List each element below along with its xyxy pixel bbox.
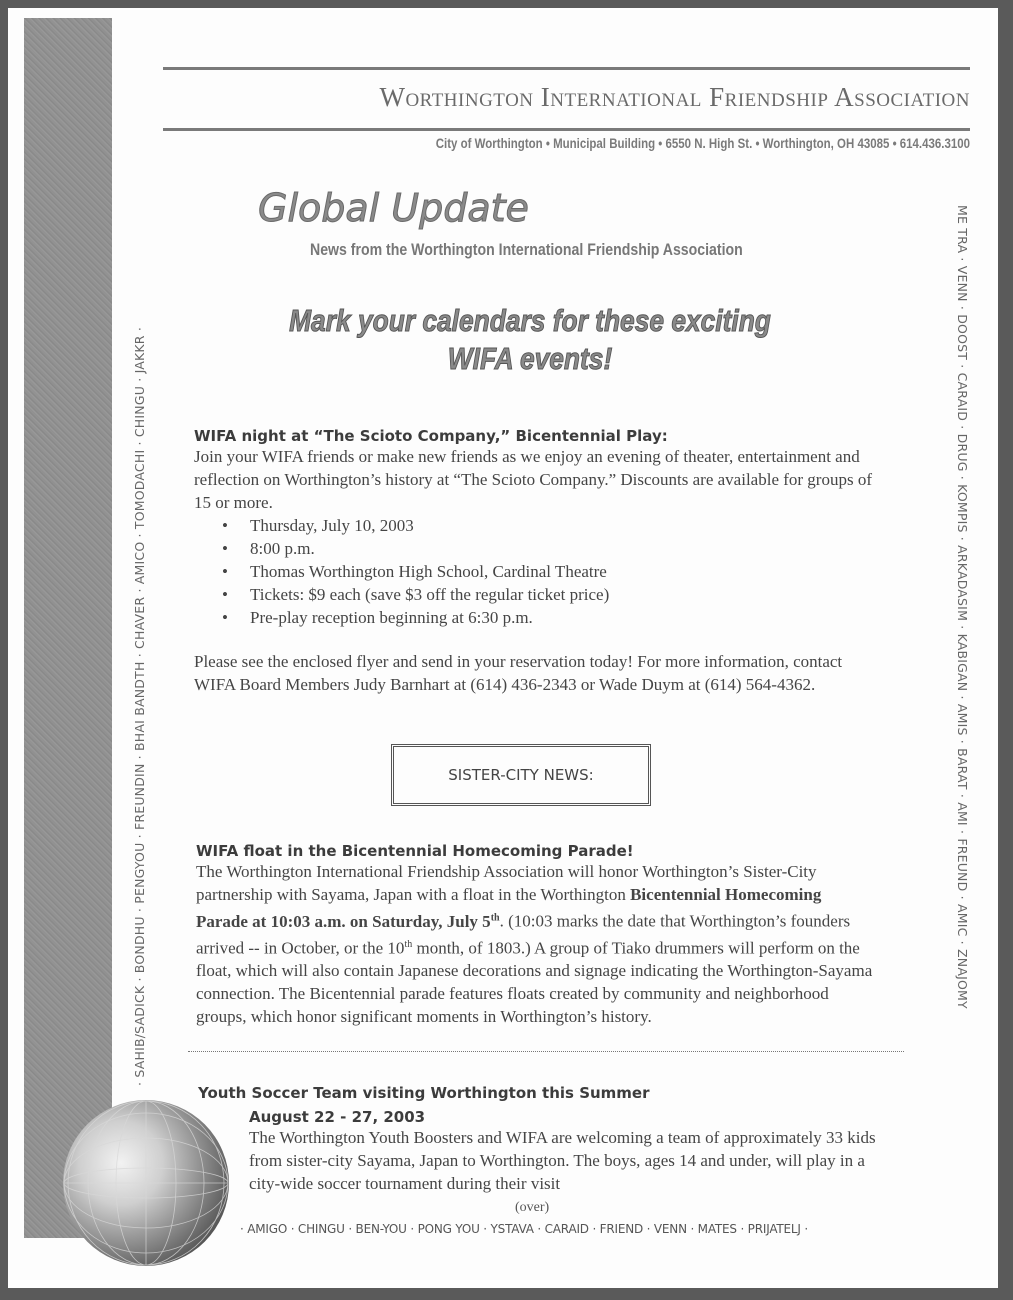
list-item: • Thomas Worthington High School, Cardinal Theatre (250, 560, 874, 583)
list-item: • Tickets: $9 each (save $3 off the regular ticket price) (250, 583, 874, 606)
section-play-heading: WIFA night at “The Scioto Company,” Bicentennial Play: (194, 427, 668, 445)
page-over-indicator: (over) (515, 1200, 550, 1215)
header-bottom-rule (163, 128, 970, 131)
sister-city-news-label: SISTER-CITY NEWS: (448, 766, 594, 784)
section-soccer-dates: August 22 - 27, 2003 (249, 1108, 426, 1126)
section-float-heading: WIFA float in the Bicentennial Homecoming Parade! (196, 842, 634, 860)
org-address: City of Worthington • Municipal Building • 6550 N. High St. • Worthington, OH 43085 • 614.436.3100 (435, 135, 970, 151)
headline (250, 302, 811, 378)
section-play-body: Join your WIFA friends or make new friends as we enjoy an evening of theater, entertainment and reflection on Worthington’s history at “The Scioto Company.” Discounts are available for groups of 15 or more. (194, 447, 872, 512)
decorative-gray-strip (24, 18, 112, 1238)
list-item: • 8:00 p.m. (250, 537, 874, 560)
event-details-list (194, 514, 874, 629)
section-soccer-heading: Youth Soccer Team visiting Worthington this Summer (198, 1084, 650, 1102)
headline-line-1: Mark your calendars for these exciting (289, 303, 771, 338)
parade-time-emphasis: Bicentennial Homecoming Parade at 10:03 a.m. on Saturday, July 5th (196, 885, 822, 931)
section-soccer (249, 1108, 889, 1195)
friend-words-right: ME TRA · VENN · DOOST · CARAID · DRUG · KOMPIS · ARKADASIM · KABIGAN · AMIS · BARAT · AMI · FREUND · AMIC · ZNAJOMY (955, 205, 970, 1009)
section-divider (188, 1051, 904, 1052)
sister-city-news-box (391, 744, 651, 806)
section-soccer-body: The Worthington Youth Boosters and WIFA are welcoming a team of approximately 33 kids from sister-city Sayama, Japan to Worthington. The boys, ages 14 and under, will play in a city-wide soccer tournament during their visit (249, 1128, 876, 1193)
section-float (196, 842, 876, 1028)
newsletter-subtitle: News from the Worthington International Friendship Association (310, 240, 743, 259)
section-float-body: The Worthington International Friendship Association will honor Worthington’s Sister-City partnership with Sayama, Japan with a float in the Worthington Bicentennial Homecoming Parade at 10:03 a.m. on Saturday, July 5th. (10:03 marks the date that Worthington’s founders arrived -- in October, or the 10th month, of 1803.) A group of Tiako drummers will perform on the float, which will also contain Japanese decorations and signage indicating the Worthington-Sayama connection. The Bicentennial parade features floats created by community and neighborhood groups, which honor significant moments in Worthington’s history. (196, 862, 873, 1027)
section-play (194, 427, 874, 629)
section-play-contact: Please see the enclosed flyer and send in your reservation today! For more information, contact WIFA Board Members Judy Barnhart at (614) 436-2343 or Wade Duym at (614) 564-4362. (194, 652, 843, 694)
org-name: Worthington International Friendship Association (379, 82, 970, 112)
globe-icon (63, 1100, 229, 1266)
friend-words-left: · SAHIB/SADICK · BONDHU · PENGYOU · FREUNDIN · BHAI BANDTH · CHAVER · AMICO · TOMODACHI · CHINGU · JAKKR · (132, 326, 147, 1086)
newsletter-title: Global Update (258, 186, 529, 230)
header-top-rule (163, 67, 970, 70)
list-item: • Pre-play reception beginning at 6:30 p.m. (250, 606, 874, 629)
list-item: • Thursday, July 10, 2003 (250, 514, 874, 537)
friend-words-bottom: · AMIGO · CHINGU · BEN-YOU · PONG YOU · YSTAVA · CARAID · FRIEND · VENN · MATES · PRIJATELJ · (240, 1222, 808, 1236)
headline-line-2: WIFA events! (447, 341, 613, 376)
